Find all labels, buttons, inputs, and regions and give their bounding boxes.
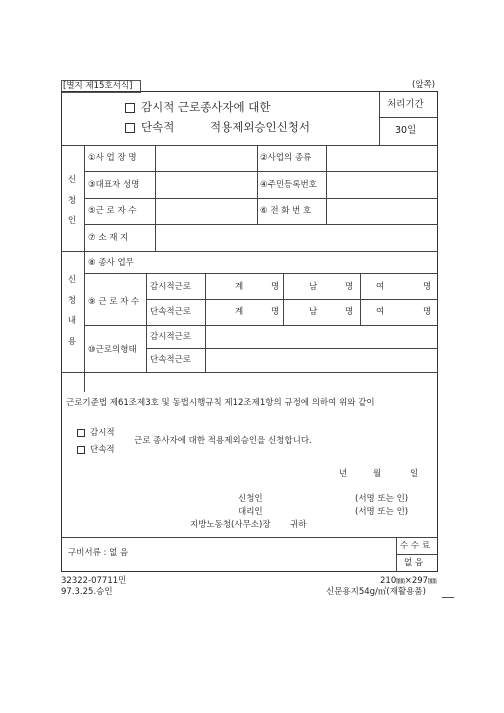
title-line2-right: 적용제외승인신청서 <box>210 120 310 134</box>
title-line1: 감시적 근로종사자에 대한 <box>141 100 271 114</box>
request-text: 근로 종사자에 대한 적용제외승인을 신청합니다. <box>134 436 312 446</box>
processing-period-label: 처리기간 <box>387 99 424 110</box>
resident-no-field[interactable] <box>328 173 436 196</box>
details-section-label: 신 청 내 용 <box>67 275 77 347</box>
job-field[interactable] <box>148 253 436 271</box>
option-monitor-label: 감시적 <box>90 428 115 438</box>
resident-no-label: ④주민등록번호 <box>260 180 317 190</box>
business-type-field[interactable] <box>328 147 436 169</box>
processing-period-value: 30일 <box>395 125 417 136</box>
intermittent-male-unit: 명 <box>345 307 354 317</box>
paper-size: 210㎜×297㎜ <box>380 576 437 586</box>
date-year: 년 <box>339 469 348 479</box>
option-intermittent-label: 단속적 <box>90 445 115 455</box>
option-intermittent-checkbox[interactable] <box>77 446 85 454</box>
type-intermittent-label: 단속적근로 <box>150 355 192 365</box>
monitor-total-unit: 명 <box>271 282 280 292</box>
business-type-label: ②사업의 종류 <box>260 153 312 163</box>
addressee: 지방노동청(사무소)장 <box>190 520 271 530</box>
type-intermittent-field[interactable] <box>207 350 436 370</box>
type-monitor-field[interactable] <box>207 327 436 346</box>
workers-count-field[interactable] <box>157 200 255 222</box>
representative-field[interactable] <box>157 173 255 196</box>
business-name-label: ①사 업 장 명 <box>88 153 137 163</box>
monitor-total-label: 계 <box>235 282 244 292</box>
work-type-label: ⑩근로의형태 <box>88 345 137 355</box>
required-docs: 구비서류 : 없 음 <box>68 548 129 558</box>
page-side-label: (앞쪽) <box>412 80 436 90</box>
intermittent-male-label: 남 <box>309 307 318 317</box>
workers-count-label: ⑤근 로 자 수 <box>88 206 137 216</box>
intermittent-total-unit: 명 <box>271 307 280 317</box>
monitor-male-unit: 명 <box>345 282 354 292</box>
law-text: 근로기준법 제61조제3호 및 동법시행규칙 제12조제1항의 규정에 의하여 위와 같이 <box>66 398 375 408</box>
applicant-sign-label: 신청인 <box>238 494 263 504</box>
intermittent-female-label: 여 <box>376 307 385 317</box>
phone-field[interactable] <box>328 200 436 222</box>
monitor-female-unit: 명 <box>423 282 432 292</box>
fee-label: 수 수 료 <box>400 541 431 551</box>
fee-value: 없 음 <box>404 558 424 568</box>
business-name-field[interactable] <box>157 147 255 169</box>
type-monitor-label: 감시적근로 <box>150 332 192 342</box>
agent-sign-mark: (서명 또는 인) <box>355 507 409 517</box>
location-field[interactable] <box>157 226 436 249</box>
option-monitor-checkbox[interactable] <box>77 429 85 437</box>
phone-label: ⑥ 전 화 번 호 <box>260 206 312 216</box>
workers-label: ⑨ 근 로 자 수 <box>88 297 140 307</box>
date-month: 월 <box>373 469 382 479</box>
paper-type: 신문용지54g/㎡(재활용품) <box>326 587 426 597</box>
monitor-male-label: 남 <box>309 282 318 292</box>
approval-date: 97.3.25.승인 <box>61 587 113 597</box>
agent-sign-label: 대리인 <box>238 507 263 517</box>
intermittent-total-label: 계 <box>235 307 244 317</box>
title-line2-left: 단속적 <box>141 120 175 134</box>
intermittent-female-unit: 명 <box>423 307 432 317</box>
form-code: 32322-07711민 <box>61 576 127 586</box>
form-tag: [별지 제15호서식] <box>63 81 133 91</box>
row-monitor-label: 감시적근로 <box>150 282 192 292</box>
applicant-section-label: 신 청 인 <box>67 175 77 226</box>
monitor-female-label: 여 <box>376 282 385 292</box>
date-day: 일 <box>410 469 419 479</box>
location-label: ⑦ 소 재 지 <box>88 233 129 243</box>
representative-label: ③대표자 성명 <box>88 180 140 190</box>
applicant-sign-mark: (서명 또는 인) <box>355 494 409 504</box>
job-label: ⑧ 종사 업무 <box>88 258 134 268</box>
addressee-honorific: 귀하 <box>290 520 307 530</box>
title-checkbox-intermittent[interactable] <box>125 123 135 133</box>
row-intermittent-label: 단속적근로 <box>150 307 192 317</box>
title-checkbox-monitor[interactable] <box>125 103 135 113</box>
footer-rule <box>442 597 454 598</box>
